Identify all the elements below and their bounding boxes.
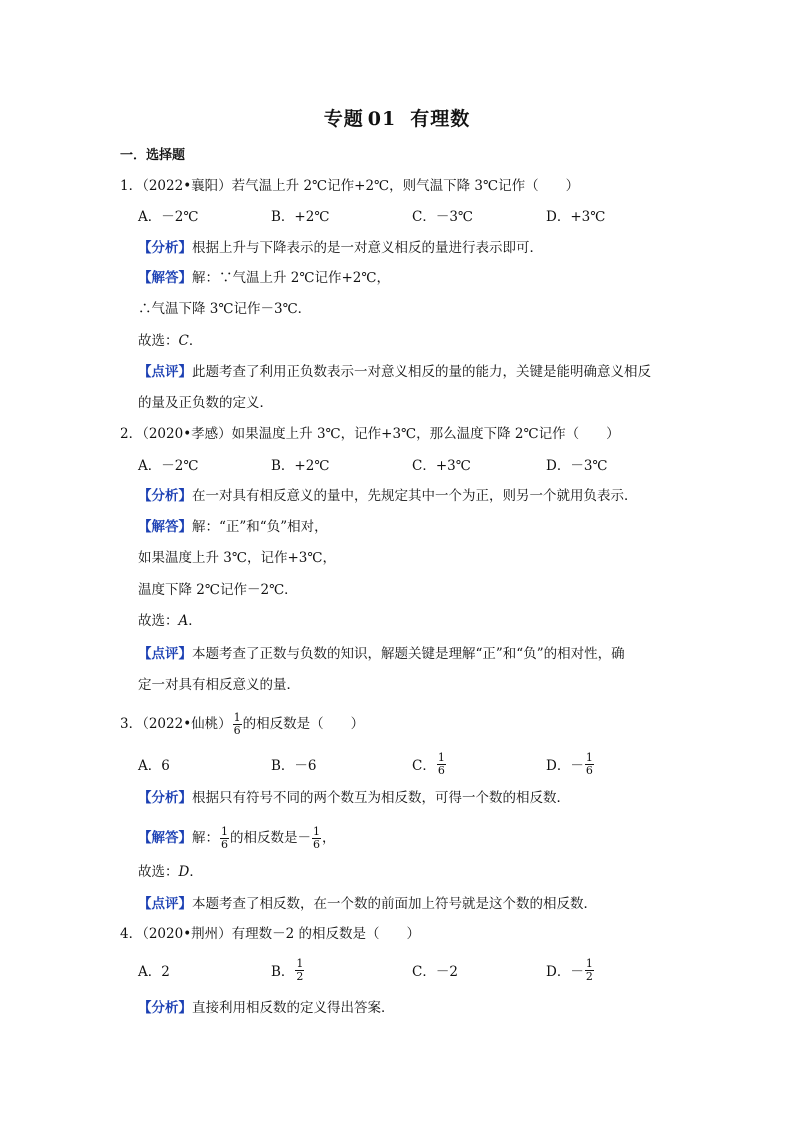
- q2-option-d: D．－3℃: [546, 458, 608, 474]
- q4-opt-d-num: 1: [585, 956, 593, 970]
- question-1-stem: 1．（2022•襄阳）若气温上升 2℃记作+2℃，则气温下降 3℃记作（ ）: [120, 178, 580, 194]
- q1-review: [138, 362, 651, 382]
- q4-analysis: [138, 998, 395, 1018]
- q3-ans-den-2: 6: [313, 837, 320, 851]
- q3-option-d-label: D．－: [546, 758, 584, 774]
- question-3-stem: [120, 710, 364, 738]
- q3-review-tag: 【点评】: [138, 896, 192, 912]
- q2-analysis-tag: 【分析】: [138, 488, 192, 504]
- q4-analysis-text: 直接利用相反数的定义得出答案．: [192, 1000, 395, 1016]
- q3-stem-prefix: 3．（2022•仙桃）: [120, 716, 232, 732]
- title-topic: 有理数: [410, 108, 471, 130]
- q4-option-a: A．2: [138, 964, 170, 980]
- question-1-options: [138, 202, 698, 228]
- q1-answer-line-1: 解：∵气温上升 2℃记作+2℃，: [192, 270, 390, 286]
- q2-review: [138, 644, 625, 664]
- q1-review-line-2: 的量及正负数的定义．: [138, 395, 273, 411]
- q3-review-line-1: 本题考查了相反数，在一个数的前面加上符号就是这个数的相反数．: [192, 896, 597, 912]
- q4-opt-d-den: 2: [585, 969, 593, 983]
- q1-analysis: [138, 238, 543, 258]
- q2-answer-line-3: 温度下降 2℃记作－2℃．: [138, 582, 298, 598]
- q3-answer: [138, 824, 336, 852]
- q3-opt-d-den: 6: [585, 763, 593, 777]
- q2-option-b: B．+2℃: [271, 458, 330, 474]
- q3-answer-fraction-1: [220, 826, 229, 851]
- q1-option-d: D．+3℃: [546, 209, 606, 225]
- question-2-stem: 2．（2020•孝感）如果温度上升 3℃，记作+3℃，那么温度下降 2℃记作（ ）: [120, 426, 620, 442]
- q3-option-c-label: C．: [412, 758, 436, 774]
- q3-analysis: [138, 788, 570, 808]
- q3-ans-num-1: 1: [221, 824, 228, 838]
- q2-answer: [138, 517, 328, 537]
- q3-answer-tag: 【解答】: [138, 830, 192, 846]
- question-3-options: [138, 751, 698, 777]
- question-4-options: [138, 957, 698, 983]
- q2-answer-tag: 【解答】: [138, 519, 192, 535]
- q3-frac-num: 1: [233, 710, 241, 724]
- q1-choice-letter: C: [178, 333, 189, 349]
- q1-review-tag: 【点评】: [138, 364, 192, 380]
- q3-choice-prefix: 故选：: [138, 864, 179, 880]
- q3-option-c: [412, 751, 447, 777]
- q3-answer-prefix: 解：: [192, 830, 219, 846]
- title-main: 专题: [323, 108, 364, 130]
- q2-choice-prefix: 故选：: [138, 613, 179, 629]
- q2-answer-line-2: 如果温度上升 3℃，记作+3℃，: [138, 550, 336, 566]
- q1-answer-tag: 【解答】: [138, 270, 192, 286]
- q3-option-a: A．6: [138, 758, 170, 774]
- q2-analysis: [138, 486, 638, 506]
- q2-option-c: C．+3℃: [412, 458, 471, 474]
- q1-option-b: B．+2℃: [271, 209, 330, 225]
- page-title: [0, 104, 794, 131]
- q4-opt-b-num: 1: [296, 956, 304, 970]
- q2-review-line-1: 本题考查了正数与负数的知识，解题关键是理解“正”和“负”的相对性，确: [192, 646, 625, 662]
- q4-option-b: [271, 957, 305, 983]
- q4-option-c: C．－2: [412, 964, 458, 980]
- q1-review-line-1: 此题考查了利用正负数表示一对意义相反的量的能力，关键是能明确意义相反: [192, 364, 651, 380]
- q4-option-b-fraction: [295, 958, 304, 983]
- q3-option-c-fraction: [437, 752, 446, 777]
- q1-choice-prefix: 故选：: [138, 333, 179, 349]
- question-4-stem: 4．（2020•荆州）有理数－2 的相反数是（ ）: [120, 926, 421, 942]
- q3-option-b: B．－6: [271, 758, 317, 774]
- q1-analysis-tag: 【分析】: [138, 240, 192, 256]
- q3-choice-letter: D: [178, 864, 190, 880]
- q2-option-a: A．－2℃: [138, 458, 199, 474]
- q3-opt-d-num: 1: [585, 750, 593, 764]
- q3-answer-end: ，: [322, 830, 336, 846]
- q3-answer-fraction-2: [312, 826, 321, 851]
- q1-choice: 故选：C．: [138, 333, 203, 349]
- q2-analysis-text: 在一对具有相反意义的量中，先规定其中一个为正，则另一个就用负表示．: [192, 488, 638, 504]
- q4-option-d-fraction: [585, 958, 594, 983]
- q3-stem-suffix: 的相反数是（ ）: [242, 716, 365, 732]
- q2-answer-line-1: 解：“正”和“负”相对，: [192, 519, 328, 535]
- q3-stem-fraction: [233, 712, 242, 737]
- q3-ans-den-1: 6: [221, 837, 228, 851]
- q1-answer-line-2: ∴气温下降 3℃记作－3℃．: [138, 301, 312, 317]
- question-2-options: [138, 451, 698, 477]
- q1-option-a: A．－2℃: [138, 209, 199, 225]
- q2-choice: 故选：A．: [138, 613, 202, 629]
- q2-review-line-2: 定一对具有相反意义的量．: [138, 677, 300, 693]
- q3-option-d: [546, 751, 595, 777]
- q3-analysis-text: 根据只有符号不同的两个数互为相反数，可得一个数的相反数．: [192, 790, 570, 806]
- q1-analysis-text: 根据上升与下降表示的是一对意义相反的量进行表示即可．: [192, 240, 543, 256]
- q2-review-tag: 【点评】: [138, 646, 192, 662]
- q3-option-d-fraction: [585, 752, 594, 777]
- q1-answer: [138, 268, 390, 288]
- q4-option-d-label: D．－: [546, 964, 584, 980]
- section-heading: 一．选择题: [120, 148, 186, 163]
- q4-opt-b-den: 2: [296, 969, 304, 983]
- q4-analysis-tag: 【分析】: [138, 1000, 192, 1016]
- title-number: 01: [367, 108, 397, 130]
- q3-answer-middle: 的相反数是－: [230, 830, 311, 846]
- q3-analysis-tag: 【分析】: [138, 790, 192, 806]
- q3-frac-den: 6: [233, 723, 241, 737]
- q2-choice-letter: A: [178, 613, 189, 629]
- q3-choice: 故选：D．: [138, 864, 203, 880]
- q4-option-b-label: B．: [271, 964, 295, 980]
- q3-ans-num-2: 1: [313, 824, 320, 838]
- q3-review: [138, 894, 597, 914]
- q4-option-d: [546, 957, 595, 983]
- q3-opt-c-num: 1: [437, 750, 445, 764]
- q1-option-c: C．－3℃: [412, 209, 474, 225]
- q3-opt-c-den: 6: [437, 763, 445, 777]
